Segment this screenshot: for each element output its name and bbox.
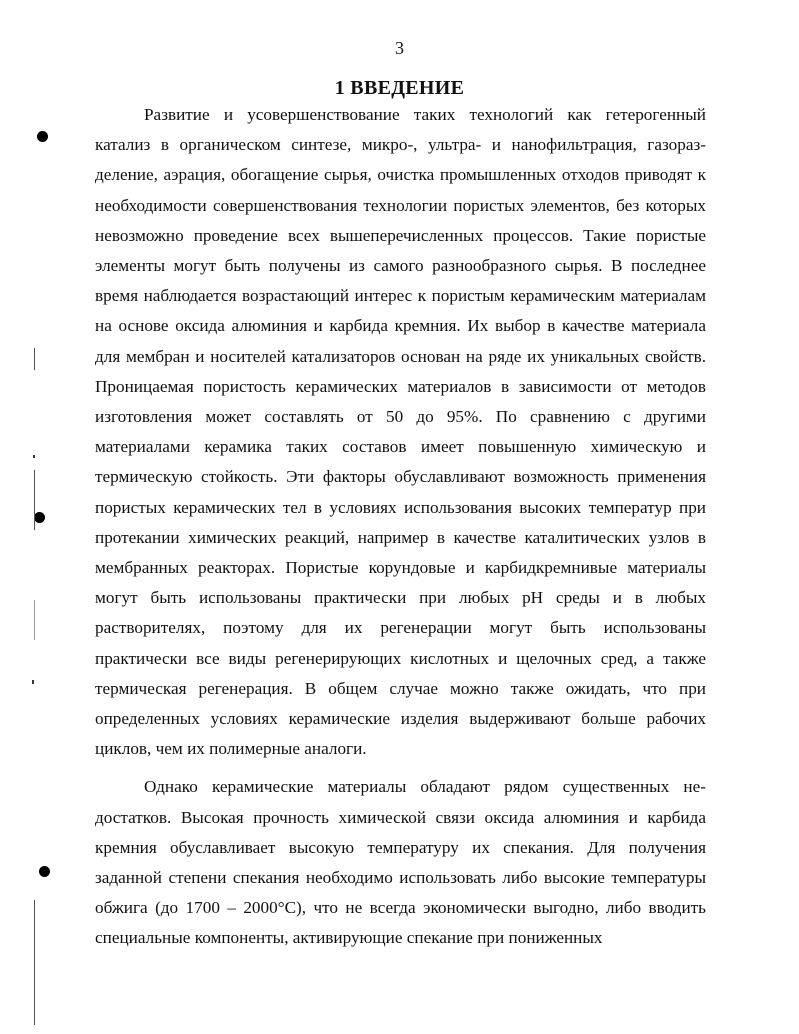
binder-hole-mark-middle	[34, 512, 45, 523]
paragraph-1: Развитие и усовершенствование таких технологий как гетерогенный катализ в органическом синтезе, микро-, ультра- и нанофильтрация, газоразделение, аэрация, обогащение сырья, очистка промышленных отходов приводят к необходимости совершенствования технологии пористых элементов, без которых невозможно проведение всех вышеперечисленных процессов. Такие пористые элементы могут быть получены из самого разнообразного сырья. В последнее время наблюдается возрастающий интерес к пористым керамическим материалам на основе оксида алюминия и карбида кремния. Их выбор в качестве материала для мембран и носителей катализаторов основан на ряде их уникальных свойств. Проницаемая пористость керамических материалов в зависимости от методов изготовления может составлять от 50 до 95%. По сравнению с другими материалами керамика таких составов имеет повышенную химическую и термическую стойкость. Эти факторы обуславливают возможность применения пористых керамических тел в условиях использования высоких температур при протекании химических реакций, например в качестве каталитических узлов в мембранных реакторах. Пористые корундовые и карбидкремнивые материалы могут быть использованы практически при любых pH среды и в любых растворителях, поэтому для их регенерации могут быть использованы практически все виды регенерирующих кислотных и щелочных сред, а также термическая регенерация. В общем случае можно также ожидать, что при определенных условиях керамические изделия выдерживают больше рабочих циклов, чем их полимерные аналоги.	[95, 105, 706, 759]
binder-hole-mark-top	[37, 131, 48, 142]
body-text	[95, 100, 706, 954]
page-number: 3	[395, 38, 404, 58]
binder-hole-mark-bottom	[39, 866, 50, 877]
scan-speck	[33, 455, 35, 458]
scan-edge-line-4	[34, 900, 35, 1025]
section-heading: 1 ВВЕДЕНИЕ	[334, 77, 465, 99]
scan-speck	[32, 680, 34, 684]
scan-edge-line-3	[34, 600, 35, 640]
scan-edge-line-2	[34, 470, 35, 530]
paragraph-2: Однако керамические материалы обладают рядом существенных недостатков. Высокая прочность химической связи оксида алюминия и карбида кремния обуславливает высокую температуру их спекания. Для получения заданной степени спекания необходимо использовать либо высокие температуры обжига (до 1700 – 2000°С), что не всегда экономически выгодно, либо вводить специальные компоненты, активирующие спекание при пониженных	[95, 777, 706, 948]
scan-edge-line-1	[34, 348, 35, 370]
